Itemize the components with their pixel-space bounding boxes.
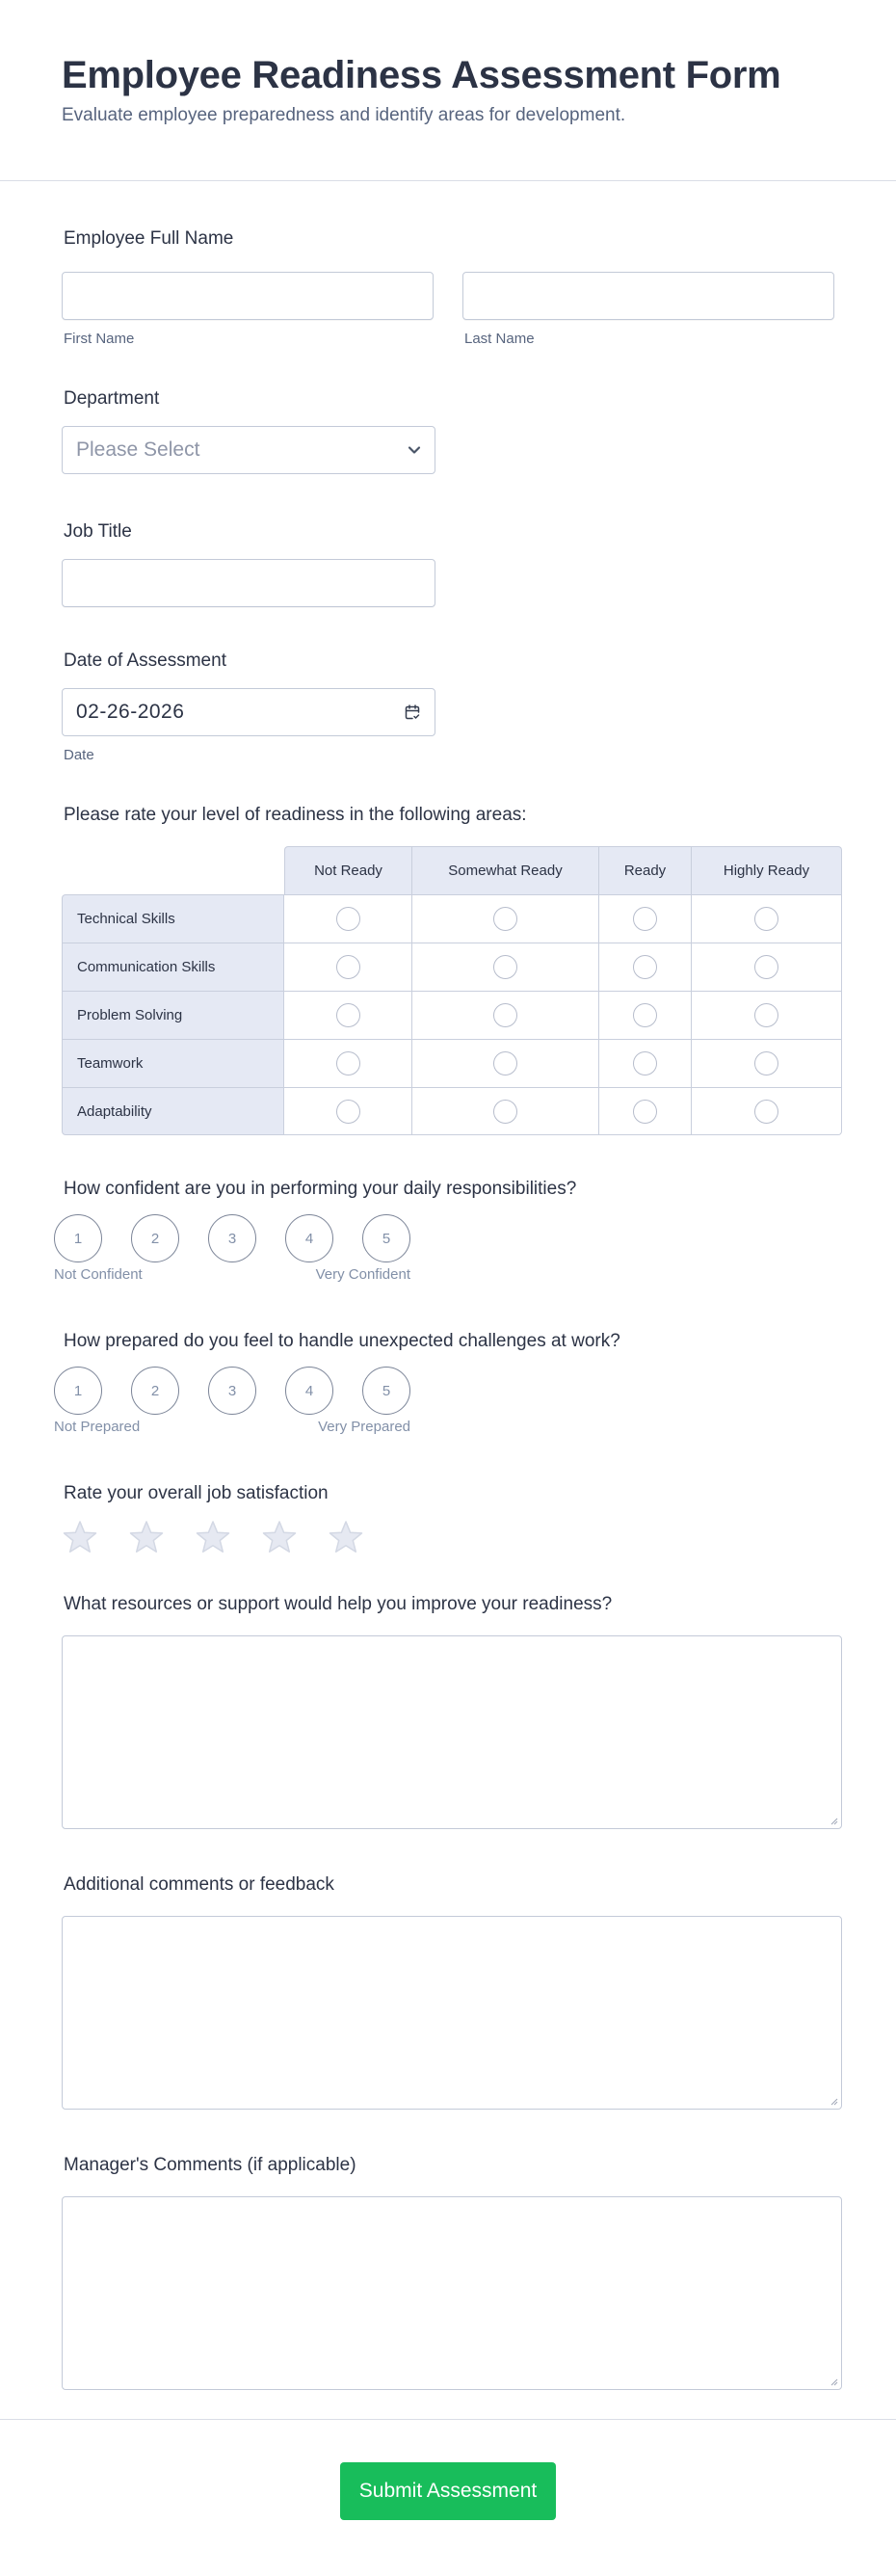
readiness-matrix	[62, 846, 842, 1135]
matrix-col-header: Somewhat Ready	[412, 846, 599, 894]
matrix-radio[interactable]	[754, 1051, 778, 1076]
matrix-radio[interactable]	[493, 907, 517, 931]
scale-option-2[interactable]: 2	[131, 1214, 179, 1262]
matrix-col-header: Ready	[599, 846, 692, 894]
satisfaction-field	[62, 1482, 834, 1554]
matrix-row-label: Communication Skills	[62, 943, 284, 991]
resize-handle-icon[interactable]	[830, 1817, 838, 1825]
department-select[interactable]	[62, 426, 435, 474]
matrix-radio[interactable]	[336, 907, 360, 931]
scale-option-5[interactable]: 5	[362, 1214, 410, 1262]
job-title-input[interactable]	[62, 559, 435, 607]
confidence-label: How confident are you in performing your daily responsibilities?	[64, 1179, 577, 1199]
job-title-label: Job Title	[64, 521, 132, 542]
satisfaction-label: Rate your overall job satisfaction	[64, 1483, 329, 1503]
last-name-sublabel: Last Name	[464, 331, 535, 347]
resources-label: What resources or support would help you improve your readiness?	[64, 1594, 613, 1614]
department-placeholder: Please Select	[76, 438, 200, 461]
matrix-row-label: Technical Skills	[62, 894, 284, 943]
readiness-matrix-field	[62, 804, 834, 1135]
manager-comments-textarea[interactable]	[62, 2196, 842, 2390]
scale-option-4[interactable]: 4	[285, 1214, 333, 1262]
manager-comments-field	[62, 2154, 834, 2390]
manager-comments-label: Manager's Comments (if applicable)	[64, 2155, 356, 2175]
date-sublabel: Date	[64, 747, 94, 763]
job-title-field	[62, 520, 834, 607]
matrix-radio[interactable]	[633, 1100, 657, 1124]
matrix-radio[interactable]	[754, 1003, 778, 1027]
matrix-col-header: Not Ready	[284, 846, 412, 894]
matrix-radio[interactable]	[633, 1003, 657, 1027]
matrix-row	[62, 1039, 842, 1087]
resize-handle-icon[interactable]	[830, 2097, 838, 2106]
department-field	[62, 387, 834, 474]
full-name-label: Employee Full Name	[64, 228, 234, 249]
matrix-radio[interactable]	[493, 955, 517, 979]
matrix-radio[interactable]	[754, 1100, 778, 1124]
full-name-field	[62, 227, 834, 347]
last-name-input[interactable]	[462, 272, 834, 320]
resize-handle-icon[interactable]	[830, 2377, 838, 2386]
star-icon[interactable]	[328, 1520, 364, 1554]
comments-label: Additional comments or feedback	[64, 1874, 334, 1895]
date-input[interactable]	[62, 688, 435, 736]
matrix-radio[interactable]	[754, 955, 778, 979]
matrix-radio[interactable]	[336, 1003, 360, 1027]
matrix-radio[interactable]	[493, 1051, 517, 1076]
matrix-row	[62, 1087, 842, 1135]
matrix-row	[62, 943, 842, 991]
submit-button[interactable]: Submit Assessment	[340, 2462, 556, 2520]
scale-option-2[interactable]: 2	[131, 1367, 179, 1415]
star-icon[interactable]	[128, 1520, 165, 1554]
first-name-sublabel: First Name	[64, 331, 135, 347]
scale-option-5[interactable]: 5	[362, 1367, 410, 1415]
form-footer	[0, 2419, 896, 2563]
matrix-radio[interactable]	[633, 907, 657, 931]
scale-option-3[interactable]: 3	[208, 1214, 256, 1262]
matrix-radio[interactable]	[493, 1100, 517, 1124]
page-subtitle: Evaluate employee preparedness and identify areas for development.	[62, 105, 626, 125]
comments-textarea[interactable]	[62, 1916, 842, 2110]
scale-high-label: Very Prepared	[318, 1419, 410, 1435]
form-body	[0, 227, 896, 2390]
date-field	[62, 650, 834, 763]
matrix-row-label: Teamwork	[62, 1039, 284, 1087]
matrix-radio[interactable]	[633, 1051, 657, 1076]
star-icon[interactable]	[261, 1520, 298, 1554]
matrix-radio[interactable]	[336, 1051, 360, 1076]
preparedness-scale	[54, 1367, 834, 1415]
preparedness-label: How prepared do you feel to handle unexpected challenges at work?	[64, 1331, 620, 1351]
matrix-radio[interactable]	[493, 1003, 517, 1027]
date-value: 02-26-2026	[76, 701, 185, 723]
scale-low-label: Not Confident	[54, 1266, 143, 1283]
comments-field	[62, 1873, 834, 2110]
star-rating	[62, 1520, 834, 1554]
matrix-row	[62, 991, 842, 1039]
matrix-label: Please rate your level of readiness in the following areas:	[64, 805, 527, 825]
star-icon[interactable]	[62, 1520, 98, 1554]
matrix-radio[interactable]	[336, 955, 360, 979]
scale-option-1[interactable]: 1	[54, 1214, 102, 1262]
department-label: Department	[64, 388, 160, 409]
scale-option-1[interactable]: 1	[54, 1367, 102, 1415]
scale-high-label: Very Confident	[315, 1266, 410, 1283]
first-name-input[interactable]	[62, 272, 434, 320]
matrix-row-label: Adaptability	[62, 1087, 284, 1135]
matrix-radio[interactable]	[336, 1100, 360, 1124]
preparedness-field	[54, 1330, 834, 1438]
date-label: Date of Assessment	[64, 651, 226, 671]
scale-low-label: Not Prepared	[54, 1419, 141, 1435]
matrix-corner	[62, 846, 284, 894]
confidence-field	[54, 1178, 834, 1286]
scale-option-4[interactable]: 4	[285, 1367, 333, 1415]
calendar-icon[interactable]	[404, 704, 421, 721]
scale-option-3[interactable]: 3	[208, 1367, 256, 1415]
confidence-scale	[54, 1214, 834, 1262]
matrix-radio[interactable]	[754, 907, 778, 931]
form-header	[0, 0, 896, 181]
resources-field	[62, 1593, 834, 1829]
chevron-down-icon	[408, 445, 421, 455]
matrix-row-label: Problem Solving	[62, 991, 284, 1039]
page-title: Employee Readiness Assessment Form	[62, 54, 781, 96]
resources-textarea[interactable]	[62, 1635, 842, 1829]
star-icon[interactable]	[195, 1520, 231, 1554]
matrix-row	[62, 894, 842, 943]
matrix-radio[interactable]	[633, 955, 657, 979]
matrix-col-header: Highly Ready	[692, 846, 842, 894]
